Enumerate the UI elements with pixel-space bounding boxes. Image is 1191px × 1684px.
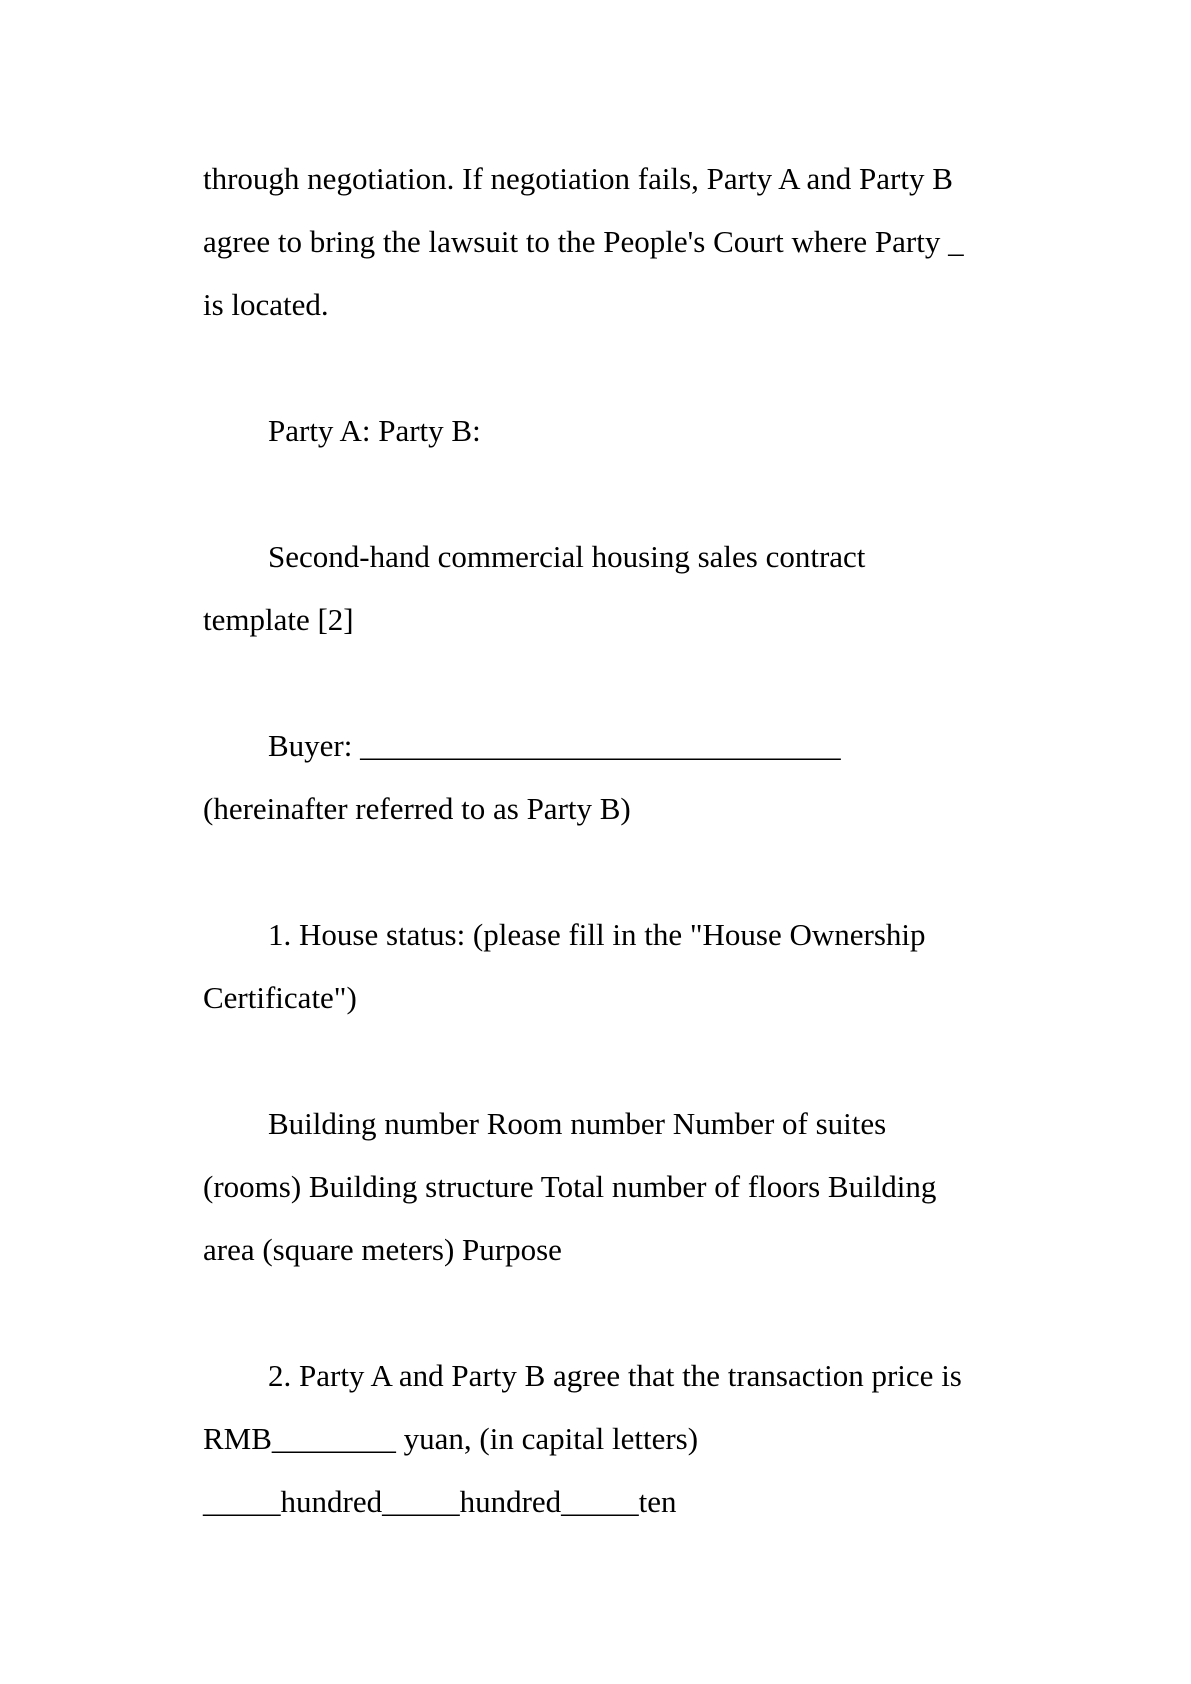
paragraph-line: Building number Room number Number of suites — [268, 1106, 887, 1141]
paragraph-line: (rooms) Building structure Total number of floors Building — [203, 1169, 937, 1204]
building-fields-paragraph — [203, 1092, 1003, 1281]
paragraph-line: through negotiation. If negotiation fails, Party A and Party B — [203, 161, 953, 196]
transaction-price-paragraph — [203, 1344, 1003, 1533]
paragraph-line: Second-hand commercial housing sales contract — [268, 539, 866, 574]
paragraph-line: RMB________ yuan, (in capital letters) — [203, 1421, 699, 1456]
paragraph-line: (hereinafter referred to as Party B) — [203, 791, 631, 826]
paragraph-line: 2. Party A and Party B agree that the transaction price is — [268, 1358, 962, 1393]
template-title-paragraph — [203, 525, 1003, 651]
paragraph-line: area (square meters) Purpose — [203, 1232, 562, 1267]
dispute-clause-paragraph — [203, 147, 1003, 336]
paragraph-line: Buyer: _______________________________ — [268, 728, 841, 763]
paragraph-line: 1. House status: (please fill in the "House Ownership — [268, 917, 926, 952]
signature-line-paragraph — [203, 399, 1003, 462]
paragraph-line: _____hundred_____hundred_____ten — [203, 1484, 677, 1519]
paragraph-line: Party A: Party B: — [268, 413, 481, 448]
paragraph-line: Certificate") — [203, 980, 357, 1015]
paragraph-line: agree to bring the lawsuit to the People's Court where Party _ — [203, 224, 964, 259]
buyer-paragraph — [203, 714, 1003, 840]
house-status-paragraph — [203, 903, 1003, 1029]
paragraph-line: is located. — [203, 287, 329, 322]
paragraph-line: template [2] — [203, 602, 354, 637]
